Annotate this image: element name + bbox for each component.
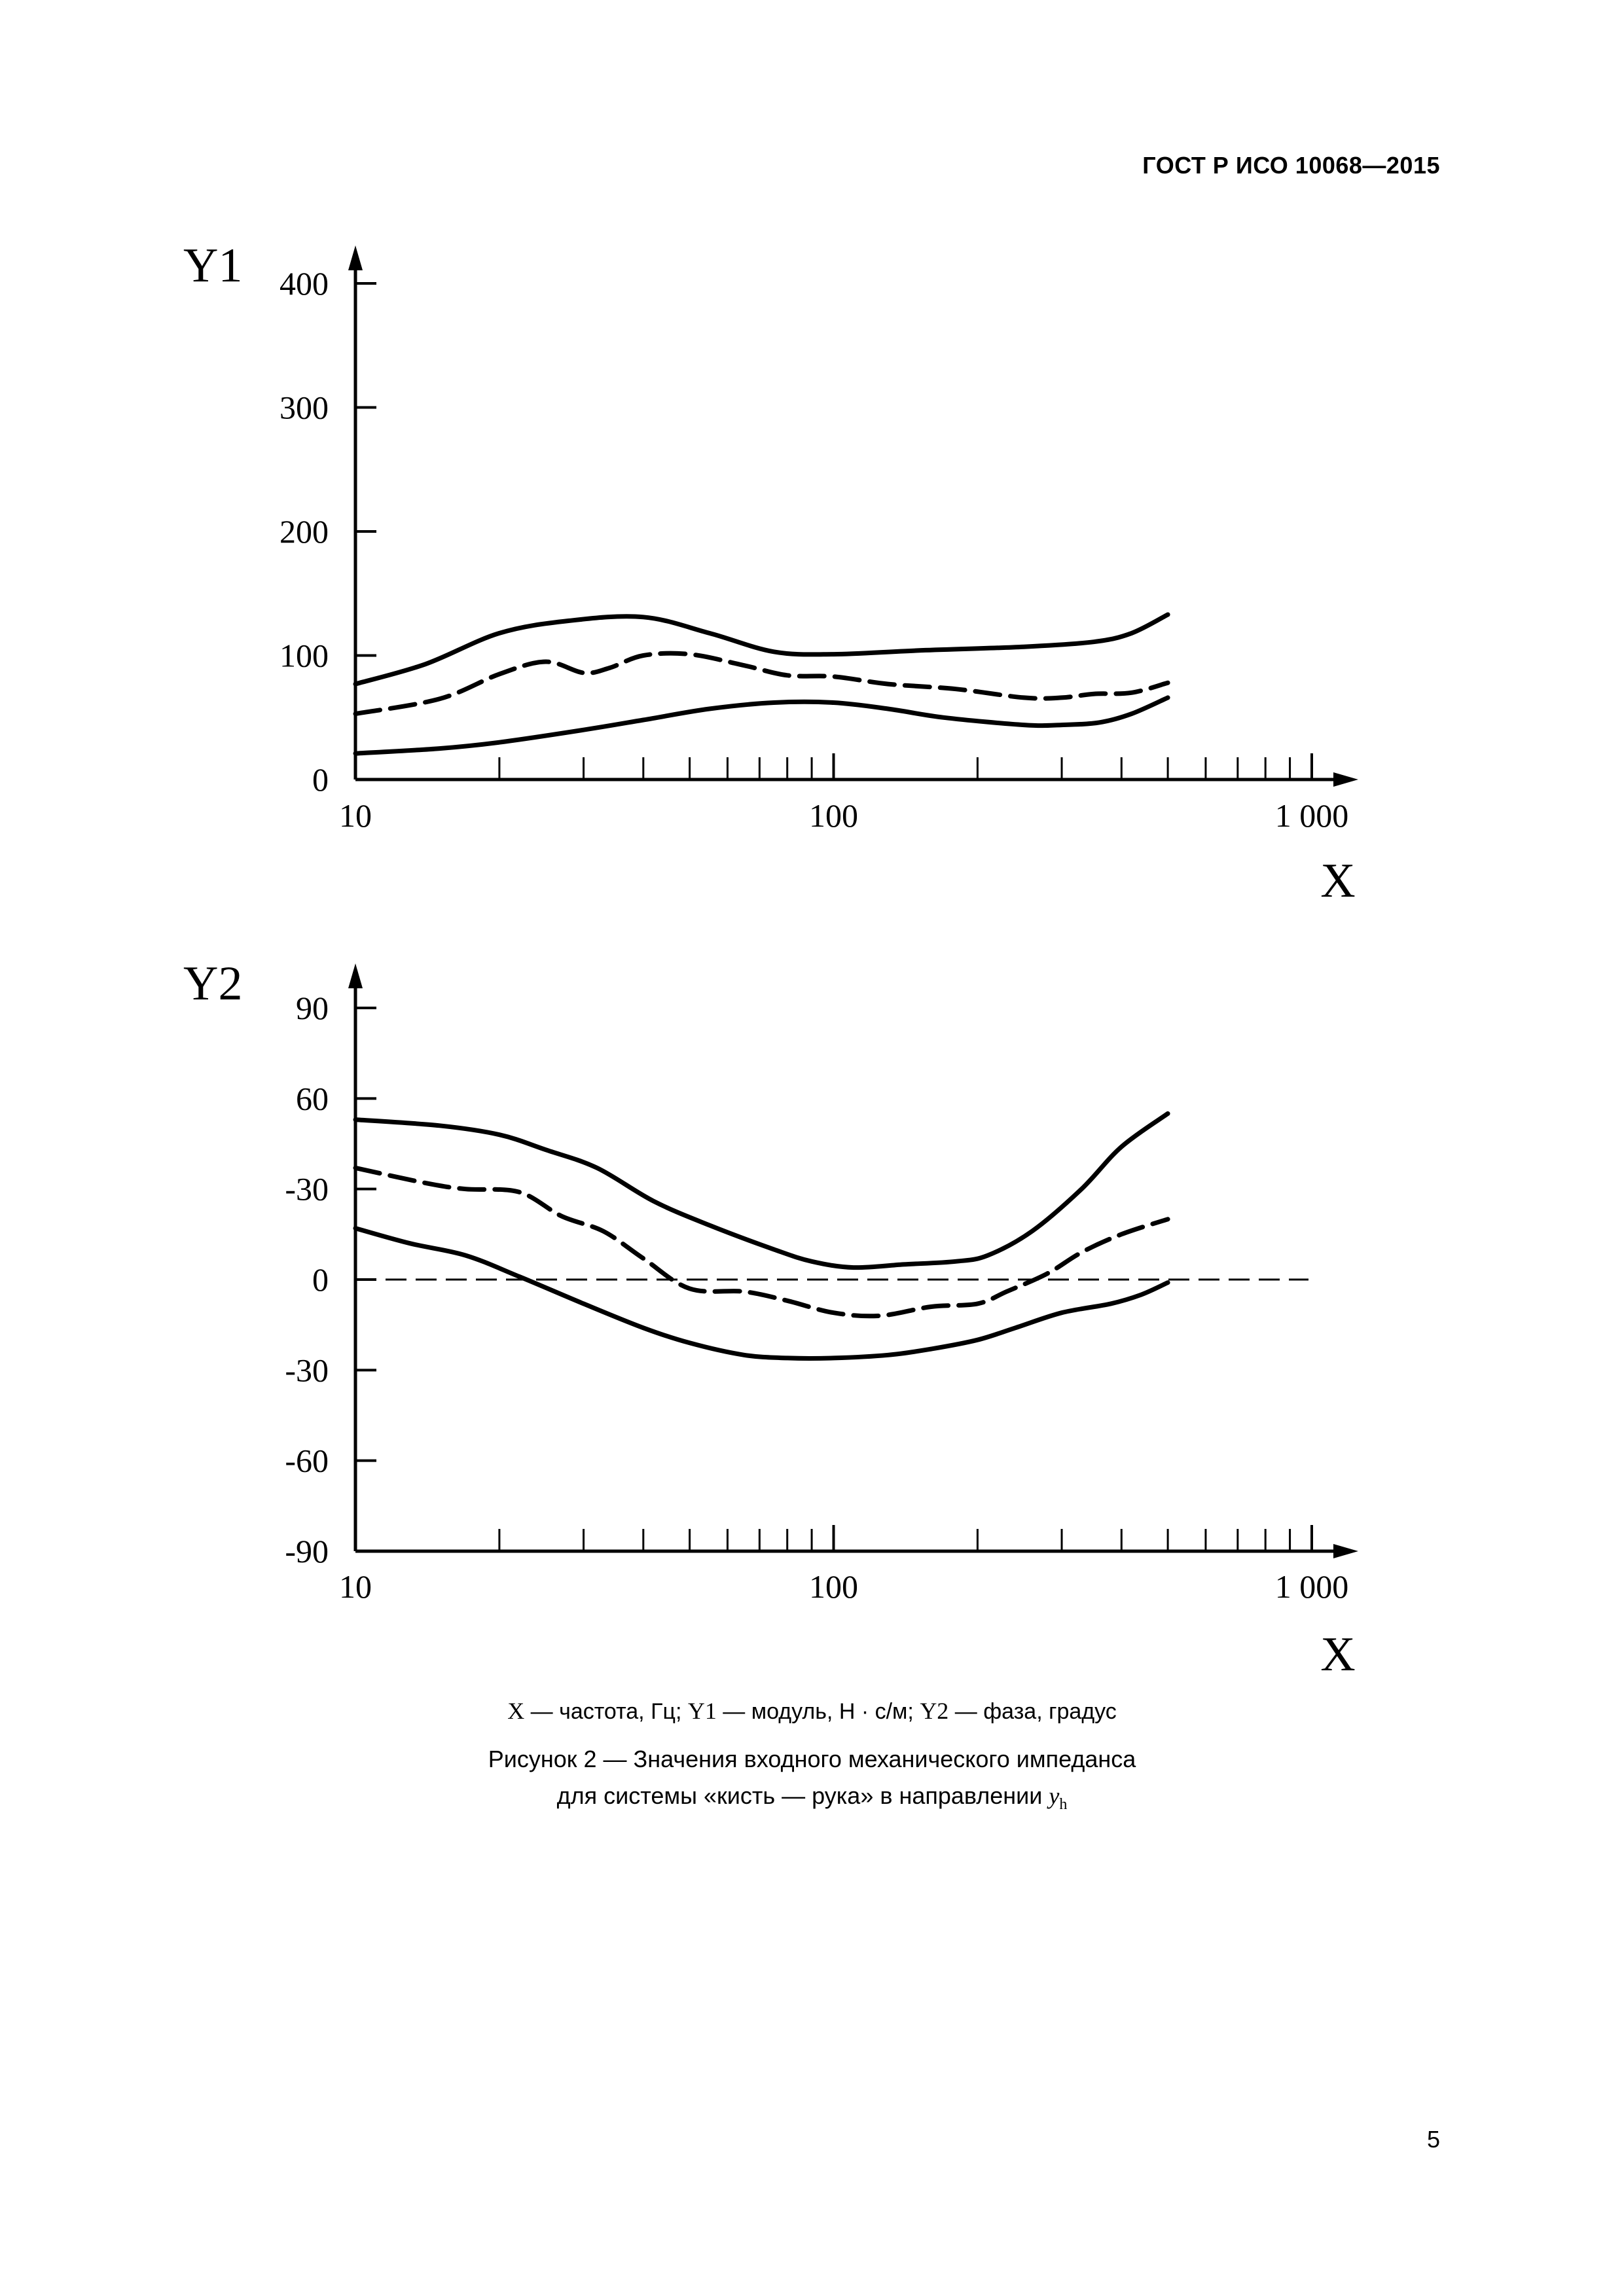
y-axis-arrow-icon bbox=[348, 963, 363, 988]
x-tick-label: 100 bbox=[809, 1568, 858, 1605]
y-tick-label: 300 bbox=[280, 389, 329, 426]
figure-caption bbox=[0, 1741, 1624, 1823]
y-axis-label: Y1 bbox=[183, 239, 243, 293]
x-axis-arrow-icon bbox=[1333, 772, 1358, 787]
caption-line-2-text: для системы «кисть — рука» в направлении bbox=[556, 1782, 1049, 1809]
y-tick-label: 200 bbox=[280, 513, 329, 550]
y-tick-label: 0 bbox=[312, 1261, 329, 1298]
legend-x-text: — частота, Гц; bbox=[524, 1699, 688, 1724]
series-line-3 bbox=[355, 698, 1168, 753]
y-tick-label: 100 bbox=[280, 637, 329, 674]
caption-line-2 bbox=[0, 1778, 1624, 1823]
x-tick-label: 1 000 bbox=[1274, 797, 1349, 834]
y-tick-label: -60 bbox=[285, 1442, 329, 1479]
y-tick-label: 90 bbox=[296, 990, 329, 1026]
y-axis-label: Y2 bbox=[183, 957, 243, 1011]
page-number: 5 bbox=[1426, 2126, 1440, 2153]
figure-legend bbox=[0, 1697, 1624, 1725]
legend-y1-text: — модуль, Н · с/м; bbox=[716, 1699, 920, 1724]
document-header: ГОСТ Р ИСО 10068—2015 bbox=[1142, 152, 1440, 179]
y-tick-label: -90 bbox=[285, 1533, 329, 1570]
x-tick-label: 10 bbox=[339, 1568, 372, 1605]
legend-y2-symbol: Y2 bbox=[920, 1698, 949, 1724]
legend-x-symbol: X bbox=[507, 1698, 525, 1724]
chart-phase bbox=[0, 936, 1624, 1689]
y-axis-arrow-icon bbox=[348, 245, 363, 270]
x-axis-label: X bbox=[1320, 1628, 1356, 1681]
series-line-2 bbox=[355, 1168, 1168, 1316]
caption-variable-subscript: h bbox=[1059, 1796, 1068, 1814]
x-axis-arrow-icon bbox=[1333, 1544, 1358, 1558]
legend-y1-symbol: Y1 bbox=[687, 1698, 717, 1724]
y-tick-label: 60 bbox=[296, 1080, 329, 1117]
x-tick-label: 1 000 bbox=[1274, 1568, 1349, 1605]
y-tick-label: 0 bbox=[312, 761, 329, 798]
x-tick-label: 100 bbox=[809, 797, 858, 834]
x-tick-label: 10 bbox=[339, 797, 372, 834]
y-tick-label: -30 bbox=[285, 1170, 329, 1208]
y-tick-label: 400 bbox=[280, 265, 329, 302]
series-line-1 bbox=[355, 615, 1168, 684]
caption-variable: y bbox=[1049, 1783, 1060, 1809]
y-tick-label: -30 bbox=[285, 1352, 329, 1389]
legend-y2-text: — фаза, градус bbox=[948, 1699, 1117, 1724]
chart-modulus bbox=[0, 216, 1624, 936]
caption-line-1: Рисунок 2 — Значения входного механического импеданса bbox=[488, 1746, 1136, 1772]
x-axis-label: X bbox=[1320, 854, 1356, 908]
